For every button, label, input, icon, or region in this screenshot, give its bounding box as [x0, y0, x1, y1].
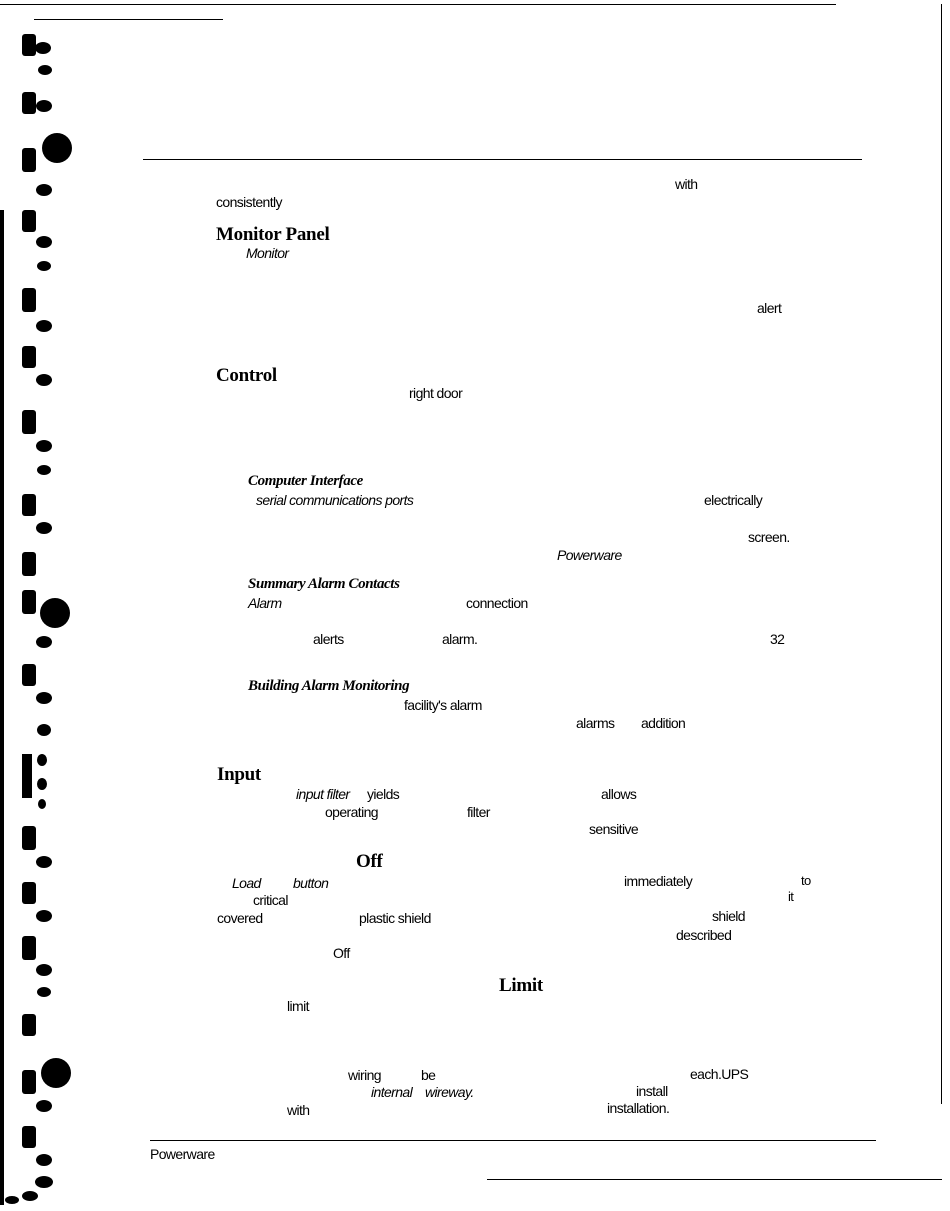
- word-addition: addition: [641, 715, 686, 731]
- header-rule: [143, 159, 862, 160]
- word-operating: operating: [325, 804, 378, 820]
- word-critical: critical: [253, 892, 288, 908]
- word-wiring: wiring: [348, 1067, 381, 1083]
- word-allows: allows: [601, 786, 637, 802]
- word-with-2: with: [287, 1102, 310, 1118]
- word-yields: yields: [367, 786, 400, 802]
- heading-input: Input: [217, 764, 261, 785]
- word-filter: filter: [467, 804, 490, 820]
- word-connection: connection: [466, 595, 528, 611]
- word-button: button: [293, 875, 329, 891]
- phrase-serial-ports: serial communications ports: [256, 492, 414, 508]
- phrase-input-filter: input filter: [296, 786, 350, 802]
- heading-limit: Limit: [499, 975, 543, 996]
- footer-rule: [150, 1140, 876, 1141]
- word-installation: installation.: [607, 1100, 670, 1116]
- word-powerware: Powerware: [557, 547, 622, 563]
- word-screen: screen.: [748, 529, 790, 545]
- binder-strip-graphic: [0, 30, 80, 1205]
- word-install: install: [636, 1083, 668, 1099]
- word-it: it: [788, 889, 794, 904]
- word-wireway: wireway.: [425, 1084, 474, 1100]
- word-electrically: electrically: [704, 492, 763, 508]
- word-alarm: Alarm: [248, 595, 282, 611]
- word-internal: internal: [371, 1084, 413, 1100]
- subheading-summary-alarm-contacts: Summary Alarm Contacts: [248, 576, 400, 592]
- word-alerts: alerts: [313, 631, 344, 647]
- footer-brand: Powerware: [150, 1146, 215, 1162]
- word-consistently: consistently: [216, 194, 282, 210]
- heading-off: Off: [356, 851, 383, 872]
- word-to: to: [801, 873, 811, 888]
- number-32: 32: [770, 631, 785, 647]
- word-off: Off: [333, 945, 350, 961]
- word-shield: shield: [712, 908, 745, 924]
- top-short-rule: [34, 19, 223, 20]
- phrase-facility-alarm: facility's alarm: [404, 697, 482, 713]
- heading-monitor-panel: Monitor Panel: [216, 224, 330, 245]
- phrase-plastic-shield: plastic shield: [359, 910, 431, 926]
- word-be: be: [421, 1067, 436, 1083]
- word-alert: alert: [757, 300, 782, 316]
- word-alarm-dot: alarm.: [442, 631, 478, 647]
- word-right-door: right door: [409, 385, 463, 401]
- subheading-computer-interface: Computer Interface: [248, 473, 363, 489]
- word-monitor: Monitor: [246, 245, 289, 261]
- word-alarms: alarms: [576, 715, 615, 731]
- word-limit: limit: [287, 998, 309, 1014]
- word-sensitive: sensitive: [589, 821, 639, 837]
- word-load: Load: [232, 875, 261, 891]
- word-with: with: [675, 176, 698, 192]
- heading-control: Control: [216, 365, 277, 386]
- word-described: described: [676, 927, 732, 943]
- word-each-ups: each.UPS: [690, 1066, 749, 1082]
- right-edge-line: [941, 4, 942, 1104]
- top-border-rule: [0, 4, 836, 5]
- bottom-border-rule: [487, 1179, 942, 1180]
- word-immediately: immediately: [624, 873, 693, 889]
- subheading-building-alarm-monitoring: Building Alarm Monitoring: [248, 678, 410, 694]
- word-covered: covered: [217, 910, 263, 926]
